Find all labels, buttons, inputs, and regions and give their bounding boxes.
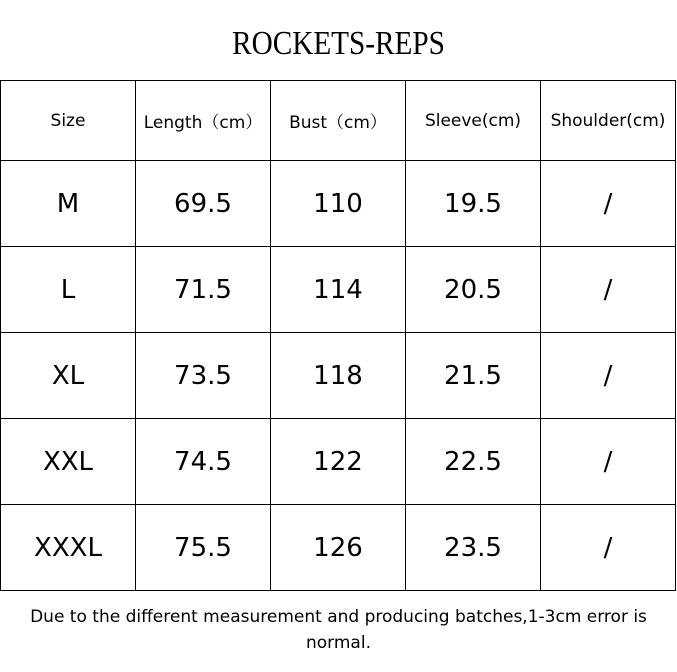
cell-size: XXL xyxy=(1,419,136,505)
table-row xyxy=(1,419,676,505)
cell-sleeve: 19.5 xyxy=(406,161,541,247)
cell-size: XL xyxy=(1,333,136,419)
cell-length: 75.5 xyxy=(136,505,271,591)
cell-shoulder: / xyxy=(541,247,676,333)
cell-sleeve: 21.5 xyxy=(406,333,541,419)
cell-bust: 114 xyxy=(271,247,406,333)
cell-length: 74.5 xyxy=(136,419,271,505)
cell-size: XXXL xyxy=(1,505,136,591)
table-row xyxy=(1,333,676,419)
size-chart-table xyxy=(0,80,676,591)
table-row xyxy=(1,161,676,247)
cell-bust: 122 xyxy=(271,419,406,505)
header-bust: Bust（cm） xyxy=(271,81,406,161)
header-sleeve: Sleeve(cm) xyxy=(406,81,541,161)
cell-length: 71.5 xyxy=(136,247,271,333)
cell-sleeve: 20.5 xyxy=(406,247,541,333)
cell-length: 73.5 xyxy=(136,333,271,419)
cell-bust: 126 xyxy=(271,505,406,591)
table-row xyxy=(1,505,676,591)
table-header-row xyxy=(1,81,676,161)
cell-sleeve: 22.5 xyxy=(406,419,541,505)
cell-shoulder: / xyxy=(541,161,676,247)
cell-sleeve: 23.5 xyxy=(406,505,541,591)
cell-size: L xyxy=(1,247,136,333)
header-shoulder: Shoulder(cm) xyxy=(541,81,676,161)
header-size: Size xyxy=(1,81,136,161)
cell-bust: 118 xyxy=(271,333,406,419)
page-title: ROCKETS-REPS xyxy=(232,25,445,62)
cell-size: M xyxy=(1,161,136,247)
cell-shoulder: / xyxy=(541,505,676,591)
cell-shoulder: / xyxy=(541,333,676,419)
cell-length: 69.5 xyxy=(136,161,271,247)
table-row xyxy=(1,247,676,333)
header-length: Length（cm） xyxy=(136,81,271,161)
measurement-disclaimer: Due to the different measurement and producing batches,1-3cm error is normal. xyxy=(30,607,647,653)
cell-shoulder: / xyxy=(541,419,676,505)
cell-bust: 110 xyxy=(271,161,406,247)
